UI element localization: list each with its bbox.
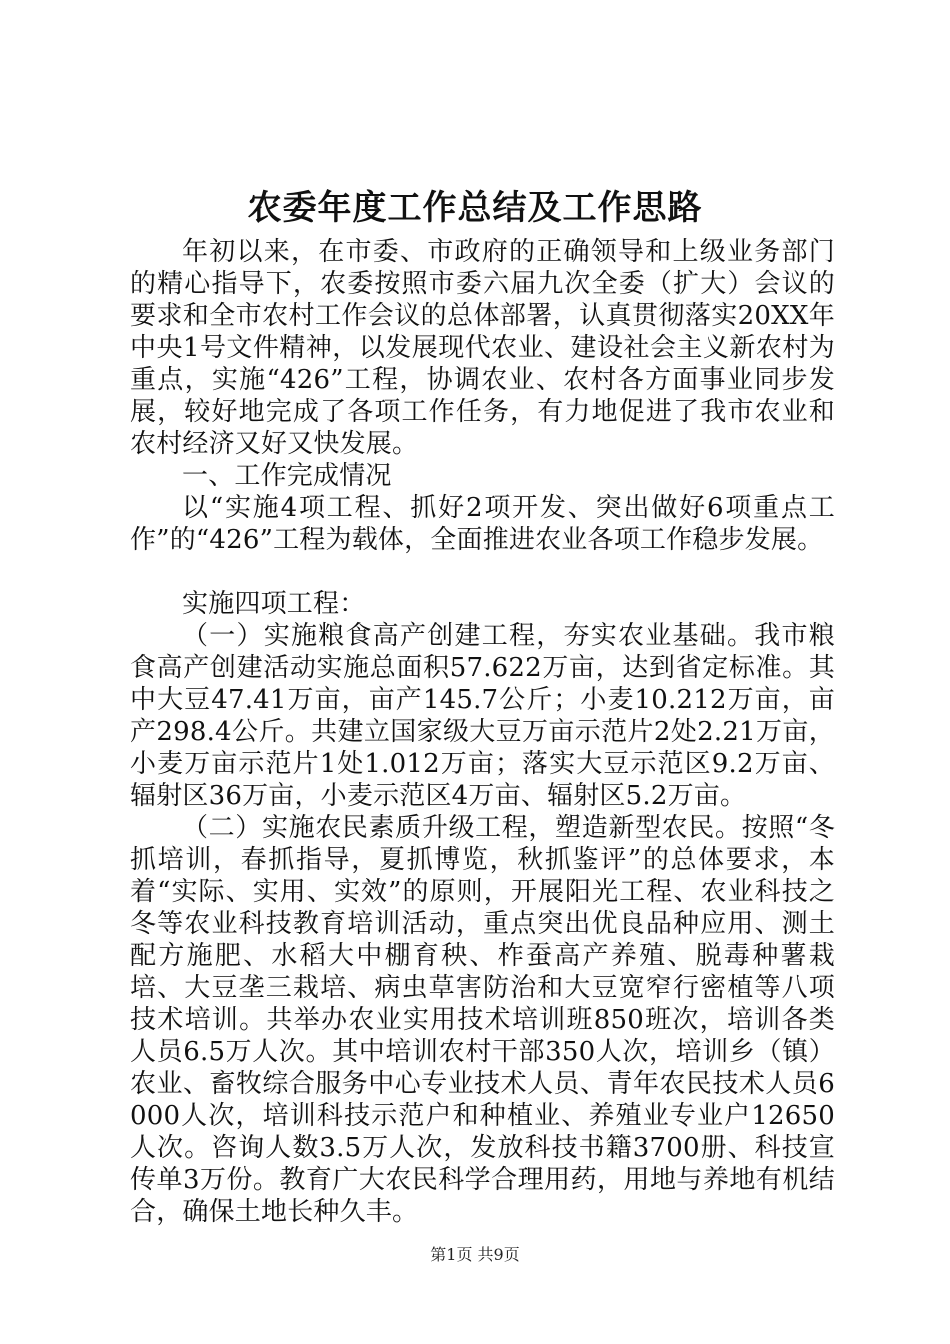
subsection-heading: 实施四项工程： (182, 589, 366, 619)
section-summary-paragraph: 以“实施4项工程、抓好2项开发、突出做好6项重点工作”的“426”工程为载体，全面推进农业各项工作稳步发展。 (130, 493, 835, 555)
grain-project-paragraph: （一）实施粮食高产创建工程，夯实农业基础。我市粮食高产创建活动实施总面积57.622万亩，达到省定标准。其中大豆47.41万亩，亩产145.7公斤；小麦10.212万亩，亩产298.4公斤。共建立国家级大豆万亩示范片2处2.21万亩，小麦万亩示范片1处1.012万亩；落实大豆示范区9.2万亩、辐射区36万亩，小麦示范区4万亩、辐射区5.2万亩。 (130, 621, 835, 811)
farmer-quality-paragraph: （二）实施农民素质升级工程，塑造新型农民。按照“冬抓培训，春抓指导，夏抓博览，秋抓鉴评”的总体要求，本着“实际、实用、实效”的原则，开展阳光工程、农业科技之冬等农业科技教育培训活动，重点突出优良品种应用、测土配方施肥、水稻大中棚育秧、柞蚕高产养殖、脱毒种薯栽培、大豆垄三栽培、病虫草害防治和大豆宽窄行密植等八项技术培训。共举办农业实用技术培训班850班次，培训各类人员6.5万人次。其中培训农村干部350人次，培训乡（镇）农业、畜牧综合服务中心专业技术人员、青年农民技术人员6000人次，培训科技示范户和种植业、养殖业专业户12650人次。咨询人数3.5万人次，发放科技书籍3700册、科技宣传单3万份。教育广大农民科学合理用药，用地与养地有机结合，确保土地长种久丰。 (130, 813, 835, 1227)
page-footer: 第1页 共9页 (430, 1245, 520, 1264)
intro-paragraph: 年初以来，在市委、市政府的正确领导和上级业务部门的精心指导下，农委按照市委六届九次全委（扩大）会议的要求和全市农村工作会议的总体部署，认真贯彻落实20XX年中央1号文件精神，以发展现代农业、建设社会主义新农村为重点，实施“426”工程，协调农业、农村各方面事业同步发展，较好地完成了各项工作任务，有力地促进了我市农业和农村经济又好又快发展。 (130, 237, 835, 459)
document-body (130, 236, 835, 1228)
paragraph-spacer (130, 556, 835, 588)
section-heading: 一、工作完成情况 (182, 461, 392, 491)
document-title: 农委年度工作总结及工作思路 (247, 188, 703, 228)
